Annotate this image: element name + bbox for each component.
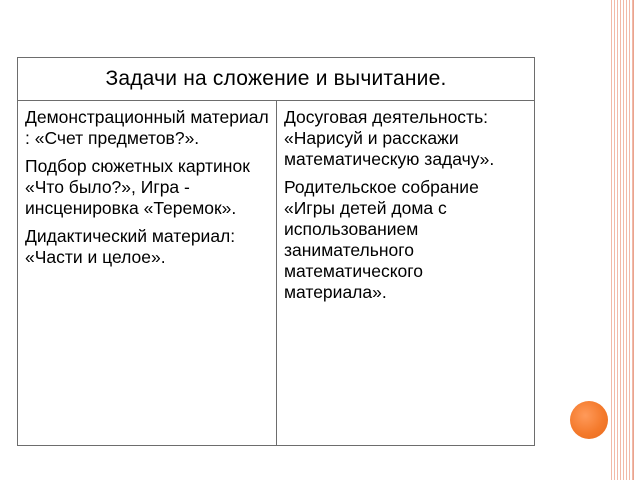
decorative-stripe [611, 0, 633, 480]
right-paragraph: Родительское собрание «Игры детей дома с использованием занимательного математического материала». [284, 177, 479, 302]
orange-circle-decoration [570, 401, 608, 439]
table-header-row [18, 58, 535, 101]
table-title: Задачи на сложение и вычитание. [18, 58, 535, 101]
right-paragraph: Досуговая деятельность: «Нарисуй и расскажи математическую задачу». [284, 107, 495, 169]
left-paragraph: Подбор сюжетных картинок «Что было?», Игра - инсценировка «Теремок». [25, 156, 250, 218]
tasks-table [17, 57, 535, 446]
left-paragraph: Дидактический материал: «Части и целое». [25, 226, 236, 267]
right-column-cell [277, 101, 535, 446]
left-paragraph: Демонстрационный материал : «Счет предметов?». [25, 107, 269, 148]
decorative-stripe-edge [633, 0, 634, 480]
left-column-cell [18, 101, 277, 446]
table-body-row [18, 101, 535, 446]
